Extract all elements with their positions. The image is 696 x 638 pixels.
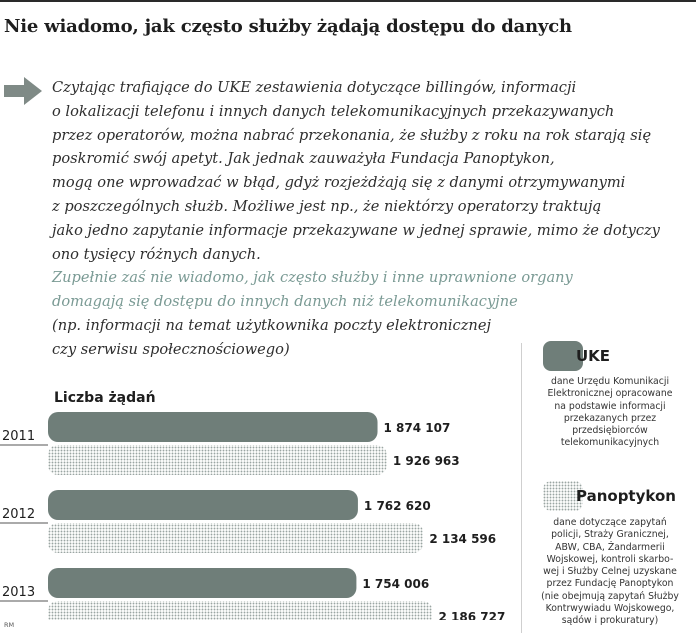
bar-value-label: 2 134 596 [429,532,497,546]
intro-line: ono tysięcy różnych danych. [52,245,261,263]
legend-name-uke: UKE [576,347,611,365]
legend-desc-line: wej i Służby Celnej uzyskane [543,566,677,578]
intro-line: poskromić swój apetyt. Jak jednak zauważyła Fundacja Panoptykon, [52,150,555,168]
bar-uke [48,490,358,520]
paren-line: czy serwisu społecznościowego) [52,340,290,358]
intro-line: mogą one wprowadzać w błąd, gdyż rozjeżdżają się z danymi otrzymywanymi [52,174,626,192]
bar-value-label: 2 186 727 [438,610,506,620]
legend-desc-line: telekomunikacyjnych [560,437,660,449]
top-rule [0,0,696,2]
requests-bar-chart [0,380,520,620]
intro-text [52,76,660,362]
highlight-line: domagają się dostępu do innych danych niż telekomunikacyjne [52,293,518,311]
right-arrow-icon [4,77,44,105]
bar-uke [48,568,356,598]
bar-panoptykon [48,445,387,475]
legend-desc-line: (nie obejmują zapytań Służby [541,590,679,602]
legend-desc-line: ABW, CBA, Żandarmerii [555,541,665,553]
intro-line: jako jedno zapytanie informacje przekazywane w jednej sprawie, mimo że dotyczy [52,221,660,239]
legend-desc-line: Elektronicznej opracowane [547,388,673,400]
bar-value-label: 1 874 107 [383,421,451,435]
paren-line: (np. informacji na temat użytkownika poczty elektronicznej [52,316,491,334]
legend-desc-line: na podstawie informacji [554,400,666,412]
year-label: 2012 [2,507,36,522]
legend-name-panoptykon: Panoptykon [576,487,676,505]
page-title: Nie wiadomo, jak często służby żądają dostępu do danych [4,16,572,37]
legend-desc-line: przedsiębiorców [572,425,648,437]
bar-value-label: 1 754 006 [362,577,430,591]
credit: RM [4,621,15,629]
bar-panoptykon [48,523,423,553]
legend-desc-line: sądów i prokuratury) [561,615,659,627]
bar-value-label: 1 762 620 [363,499,431,513]
legend-desc-uke [530,376,690,450]
year-label: 2013 [2,585,36,600]
legend-desc-line: przez Fundację Panoptykon [546,578,674,590]
legend-desc-line: Kontrwywiadu Wojskowego, [545,603,675,615]
legend-desc-line: policji, Straży Granicznej, [551,529,669,541]
intro-line: z poszczególnych służb. Możliwe jest np., że niektórzy operatorzy traktują [52,197,602,215]
highlight-line: Zupełnie zaś nie wiadomo, jak często służby i inne uprawnione organy [52,269,573,287]
legend-desc-line: przekazanych przez [563,412,657,424]
legend-divider [521,343,522,633]
intro-line: o lokalizacji telefonu i innych danych telekomunikacyjnych przekazywanych [52,102,615,120]
bar-panoptykon [48,601,432,620]
bar-value-label: 1 926 963 [392,454,460,468]
year-label: 2011 [2,429,36,444]
legend-desc-line: Wojskowej, kontroli skarbo- [546,553,674,565]
bar-uke [48,412,378,442]
intro-line: przez operatorów, można nabrać przekonania, że służby z roku na rok starają się [52,126,652,144]
chart-title: Liczba żądań [54,390,156,406]
legend-desc-line: dane dotyczące zapytań [553,517,667,528]
legend-desc-line: dane Urzędu Komunikacji [550,376,670,387]
intro-line: Czytając trafiające do UKE zestawienia dotyczące billingów, informacji [52,79,577,96]
legend-desc-panoptykon [530,517,690,628]
